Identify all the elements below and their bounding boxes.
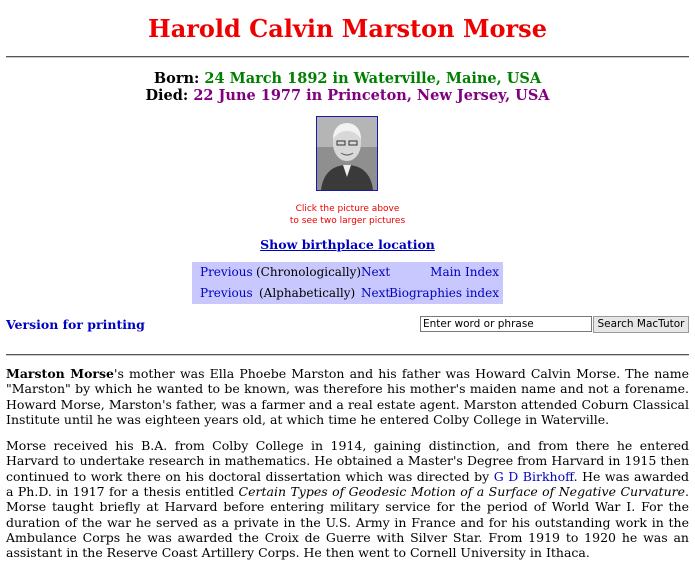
portrait-image [317,117,377,190]
died-value: 22 June 1977 in Princeton, New Jersey, USA [193,87,550,104]
died-line [0,87,695,104]
portrait-note [0,203,695,227]
navigation-box [192,262,503,304]
bio-paragraph-2 [6,438,689,560]
birkhoff-link[interactable]: G D Birkhoff [493,468,574,484]
top-divider [6,56,689,58]
main-index-link[interactable]: Main Index [430,265,499,279]
birthplace-row [0,237,695,252]
bio-paragraph-2-text-a: Morse received his B.A. from Colby College in 1914, gaining distinction, and from there he entered Harvard to undertake research in mathematics. He obtained a Master's Degree from Harvard in 1915 then continued to work there on his doctoral dissertation which was directed by [6,438,689,484]
print-version-link[interactable]: Version for printing [6,317,145,332]
bio-paragraph-2-text-c: . Morse taught briefly at Harvard before entering military service for the period of World War I. For the duration of the war he served as a private in the U.S. Army in France and for his outstanding work in the Ambulance Corps he was awarded the Croix de Guerre with Silver Star. From 1919 to 1920 he was an assistant in the Reserve Coast Artillery Corps. He then went to Cornell University in Ithaca. [6,484,689,561]
bio-paragraph-1 [6,366,689,427]
born-line [0,70,695,87]
born-label: Born: [153,70,205,87]
next-alphabetical-link[interactable]: Next [361,286,391,300]
died-label: Died: [145,87,194,104]
bio-paragraph-2-text-b: . He was awarded a Ph.D. in 1917 for a thesis entitled [6,468,689,500]
nav-row-chronological [192,262,503,283]
thesis-title: Certain Types of Geodesic Motion of a Surface of Negative Curvature [238,484,686,500]
portrait-note-line1: Click the picture above [295,204,400,214]
nav-row-alphabetical [192,283,503,304]
bio-paragraph-1-text: 's mother was Ella Phoebe Marston and his father was Howard Calvin Morse. The name "Marston" by which he wanted to be known, was therefore his mother's maiden name and not a forename. Howard Morse, Marston's father, was a farmer and a real estate agent. Marston attended Coburn Classical Institute until he was eighteen years old, at which time he entered Colby College in Waterville. [6,366,689,427]
biography-text [6,366,689,572]
portrait-photo[interactable] [316,116,378,191]
content-divider [6,354,689,356]
subject-name: Marston Morse [6,366,115,381]
birthplace-link[interactable]: Show birthplace location [260,237,435,252]
previous-chronological-link[interactable]: Previous [200,265,253,279]
alphabetical-label: (Alphabetically) [259,286,356,300]
biographies-index-link[interactable]: Biographies index [389,286,499,300]
next-chronological-link[interactable]: Next [361,265,391,279]
portrait-note-line2: to see two larger pictures [289,216,406,226]
search-button[interactable]: Search MacTutor [593,316,689,333]
search-input[interactable] [420,316,592,332]
page-title: Harold Calvin Marston Morse [148,14,547,43]
born-value: 24 March 1892 in Waterville, Maine, USA [204,70,542,87]
previous-alphabetical-link[interactable]: Previous [200,286,253,300]
chronological-label: (Chronologically) [256,265,362,279]
